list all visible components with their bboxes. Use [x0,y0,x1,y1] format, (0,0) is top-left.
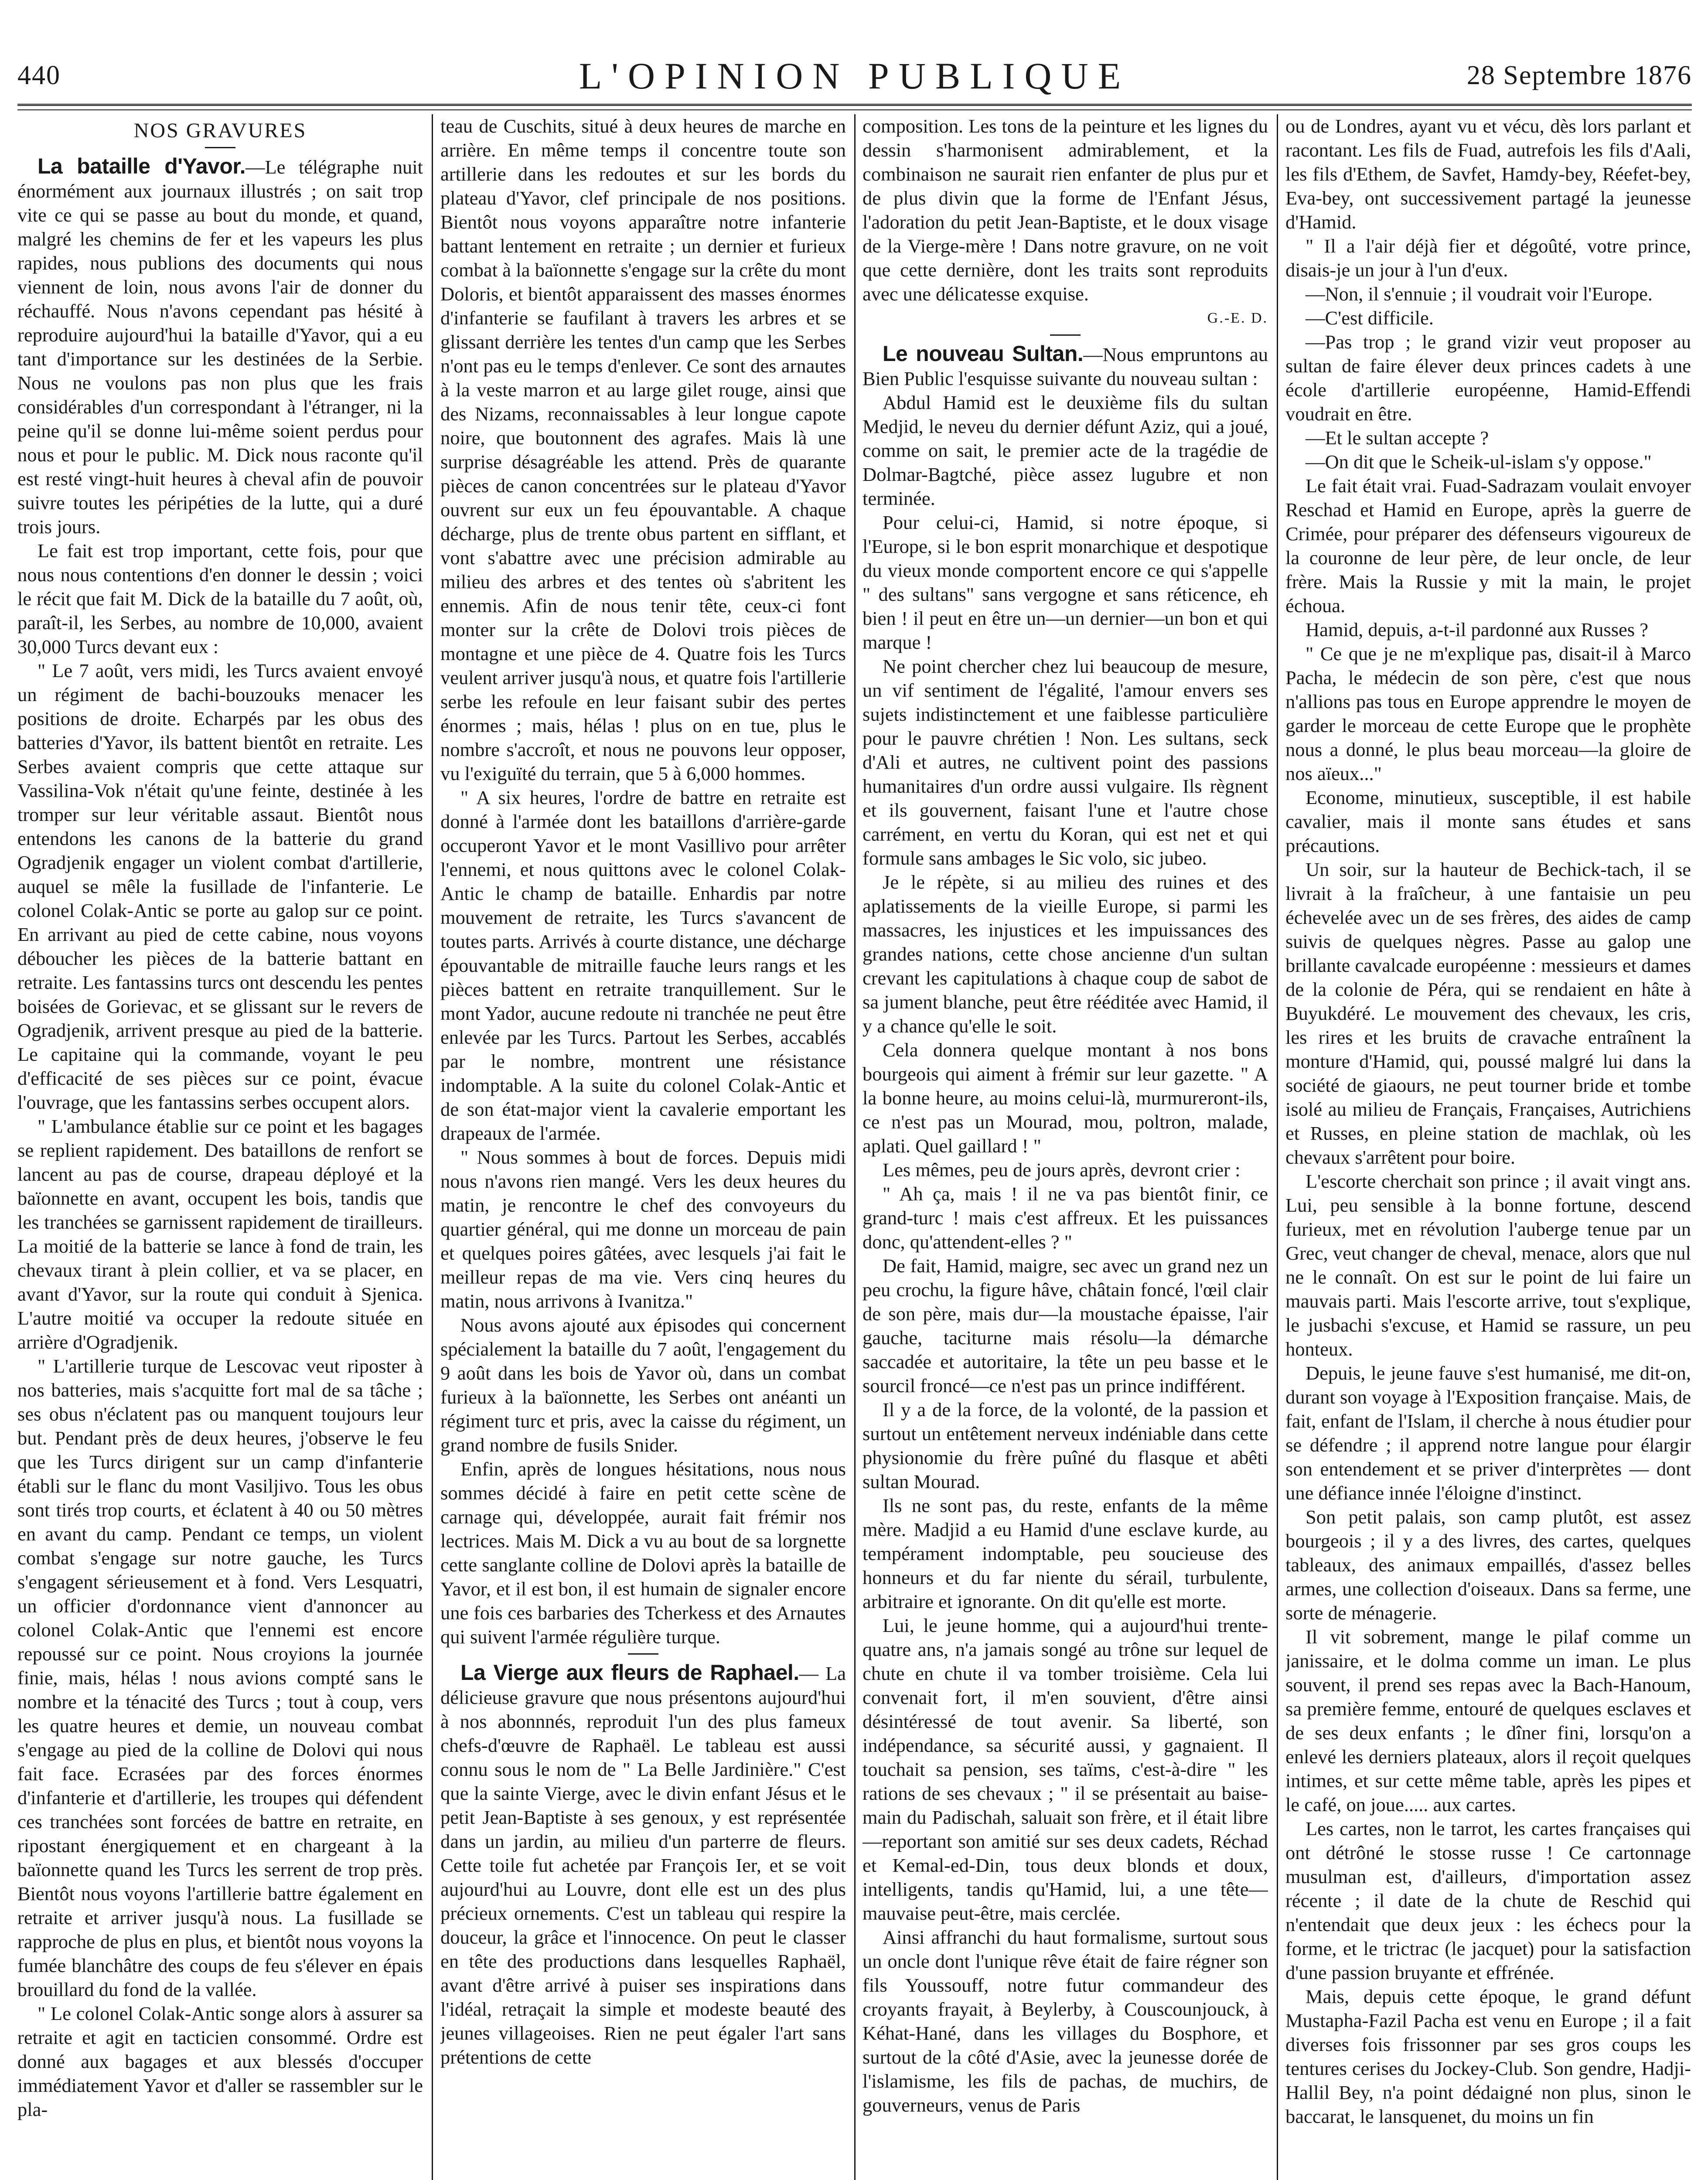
paragraph-text: — La délicieuse gravure que nous présentons aujourd'hui à nos abonnnés, reproduit l'un des plus fameux chefs-d'œuvre de Raphaël. Le tableau est aussi connu sous le nom de " La Belle Jardinière." C'est que la sainte Vierge, avec le divin enfant Jésus et le petit Jean-Baptiste à ses genoux, y est représentée dans un jardin, au milieu d'un parterre de fleurs. Cette toile fut achetée par François Ier, et se voit aujourd'hui au Louvre, dont elle est un des plus précieux ornements. C'est un tableau qui respire la douceur, la grâce et l'innocence. On peut le classer en tête des productions dans lesquelles Raphaël, avant d'être arrivé à puiser ses inspirations dans l'idéal, retraçait la simple et modeste beauté des jeunes villageoises. Rien ne peut égaler l'art sans prétentions de cette [440,1662,846,2068]
section-heading: NOS GRAVURES [133,119,307,142]
issue-date: 28 Septembre 1876 [1466,61,1692,90]
article-paragraph: Ainsi affranchi du haut formalisme, surtout sous un oncle dont l'unique rêve était de faire régner son fils Youssouff, notre futur commandeur des croyants frayait, à Beylerby, à Couscounjouck, à Kéhat-Hané, dans les villages du Bosphore, et surtout de la côté d'Asie, avec la jeunesse dorée de l'islamisme, les fils de pachas, de muchirs, de gouverneurs, venus de Paris [863,1926,1268,2116]
article-title-vierge: La Vierge aux fleurs de Raphael. [460,1660,799,1685]
paragraph-text: —Nous empruntons au Bien Public l'esquisse suivante du nouveau sultan : [863,344,1268,389]
article-divider [628,1653,658,1655]
article-paragraph: —C'est difficile. [1306,307,1434,329]
article-paragraph: Mais, depuis cette époque, le grand défunt Mustapha-Fazil Pacha est venu en Europe ; il a fait diverses fois frissonner par ses gros coups les tentures cerises du Jockey-Club. Son gendre, Hadji-Hallil Bey, n'a point dédaigné non plus, sinon le baccarat, le lansquenet, du moins un fin [1285,1986,1691,2127]
article-paragraph: composition. Les tons de la peinture et les lignes du dessin s'harmonisent admirablement, et la combinaison ne saurait rien enfanter de plus pur et de plus divin que la forme de l'Enfant Jésus, l'adoration du petit Jean-Baptiste, et le doux visage de la Vierge-mère ! Dans notre gravure, on ne voit que cette dernière, dont les traits sont reproduits avec une délicatesse exquise. [863,115,1268,305]
journal-title: L'OPINION PUBLIQUE [579,55,1131,97]
text-column-4 [1285,114,1691,2180]
article-paragraph: " A six heures, l'ordre de battre en retraite est donné à l'armée dont les bataillons d'arrière-garde occuperont Yavor et le mont Vasillivo pour arrêter l'ennemi, et nous quittons avec le colonel Colak-Antic le champ de bataille. Enhardis par notre mouvement de retraite, les Turcs s'avancent de toutes parts. Arrivés à courte distance, une décharge épouvantable de mitraille fauche leurs rangs et les pièces battent en retraite tranquillement. Sur le mont Yador, aucune redoute ni tranchée ne peut être enlevée par les Turcs. Partout les Serbes, accablés par le nombre, montrent une résistance indomptable. A la suite du colonel Colak-Antic et de son état-major vient la cavalerie emportant les drapeaux de l'armée. [440,787,846,1144]
article-paragraph: —Non, il s'ennuie ; il voudrait voir l'Europe. [1306,283,1653,305]
section-divider [205,147,235,148]
article-paragraph [863,342,1268,391]
article-paragraph: Son petit palais, son camp plutôt, est assez bourgeois ; il y a des livres, des cartes, quelques tableaux, des animaux empaillés, d'assez belles armes, une collection d'oiseaux. Dans sa ferme, une sorte de ménagerie. [1285,1506,1691,1624]
article-paragraph: " Le colonel Colak-Antic songe alors à assurer sa retraite et agit en tacticien consommé. Ordre est donné aux bagages et aux blessés d'occuper immédiatement Yavor et d'aller se rassembler sur le pla- [17,2003,423,2120]
text-column-1 [17,114,423,2180]
article-paragraph: Depuis, le jeune fauve s'est humanisé, me dit-on, durant son voyage à l'Exposition française. Mais, de fait, enfant de l'Islam, il cherche à nous étudier pour se défendre ; il apprend notre langue pour élargir son entendement et se priver d'interprètes — dont une défiance innée l'éloigne d'instinct. [1285,1362,1691,1504]
article-paragraph: " Ce que je ne m'explique pas, disait-il à Marco Pacha, le médecin de son père, c'est que nous n'allions pas tous en Europe apprendre le moyen de garder le morceau de cette Europe que le prophète nous a donné, le plus beau morceau—la gloire de nos aïeux..." [1285,643,1691,784]
article-paragraph: Les mêmes, peu de jours après, devront crier : [883,1159,1241,1181]
article-paragraph: ou de Londres, ayant vu et vécu, dès lors parlant et racontant. Les fils de Fuad, autrefois les fils d'Aali, les fils d'Ethem, de Savfet, Hamdy-bey, Réefet-bey, Eva-bey, ont successivement partagé la jeunesse d'Hamid. [1285,115,1691,233]
article-paragraph: Lui, le jeune homme, qui a aujourd'hui trente-quatre ans, n'a jamais songé au trône sur lequel de chute en chute il va tomber troisième. Cela lui convenait fort, il m'en souvient, d'être ainsi désintéressé de tout avenir. Sa liberté, son indépendance, sa sécurité aussi, y gagnaient. Il touchait sa pension, ses taïms, c'est-à-dire " les rations de ses chevaux ; " il se présentait au baise-main du Padischah, saluait son frère, et il était libre—reportant son amitié sur ses deux cadets, Réchad et Kemal-ed-Din, tous deux blonds et doux, intelligents, tandis qu'Hamid, lui, a une tête—mauvaise peut-être, mais cerclée. [863,1615,1268,1924]
masthead-rule [17,104,1692,110]
article-title-sultan: Le nouveau Sultan. [883,341,1084,366]
article-divider [1050,334,1081,336]
page-number: 440 [17,61,61,90]
article-paragraph: Econome, minutieux, susceptible, il est habile cavalier, mais il monte sans études et sans précautions. [1285,787,1691,856]
article-paragraph: " Ah ça, mais ! il ne va pas bientôt finir, ce grand-turc ! mais c'est affreux. Et les puissances donc, qu'attendent-elles ? " [863,1183,1268,1253]
article-paragraph [440,1661,846,2069]
masthead [17,52,1692,105]
article-paragraph: L'escorte cherchait son prince ; il avait vingt ans. Lui, peu sensible à la bonne fortune, descend furieux, met en révolution l'auberge tenue par un Grec, veut changer de cheval, menace, alors que nul ne le connaît. On est sur le point de lui faire un mauvais parti. Mais l'escorte arrive, tout s'explique, le jusbachi s'excuse, et Hamid se rassure, un peu honteux. [1285,1170,1691,1360]
article-paragraph: teau de Cuschits, situé à deux heures de marche en arrière. En même temps il concentre toute son artillerie dans les redoutes et sur les bords du plateau d'Yavor, clef principale de nos positions. Bientôt nous voyons apparaître notre infanterie battant lentement en retraite ; un dernier et furieux combat à la baïonnette s'engage sur la crête du mont Doloris, et bientôt apparaissent des masses énormes d'infanterie se faufilant à travers les arbres et se glissant derrière les tentes d'un camp que les Serbes n'ont pas eu le temps d'enlever. Ce sont des arnautes à la veste marron et au large gilet rouge, ainsi que des Nizams, reconnaissables à leur longue capote noire, que boutonnent des agrafes. Mais là une surprise désagréable les attend. Près de quarante pièces de canon concentrées sur le plateau d'Yavor ouvrent sur eux un feu épouvantable. A chaque décharge, plus de trente obus partent en sifflant, et vont s'abattre avec une précision admirable au milieu des arbres et des tentes où s'abritent les ennemis. Afin de nous tenir tête, ceux-ci font monter sur la crête de Dolovi trois pièces de montagne et une pièce de 4. Quatre fois les Turcs veulent arriver jusqu'à nous, et quatre fois l'artillerie serbe les refoule en leur faisant subir des pertes énormes ; mais, hélas ! plus on en tue, plus le nombre s'accroît, et nous ne pouvons leur opposer, vu l'exiguïté du terrain, que 5 à 6,000 hommes. [440,115,846,784]
article-paragraph: " Nous sommes à bout de forces. Depuis midi nous n'avons rien mangé. Vers les deux heures du matin, je rencontre le chef des convoyeurs du quartier général, qui me donne un morceau de pain et quelques poires gâtées, avec lesquels j'ai fait le meilleur repas de ma vie. Vers cinq heures du matin, nous arrivons à Ivanitza." [440,1146,846,1312]
author-signature: G.-E. D. [1207,310,1268,326]
article-paragraph: Le fait était vrai. Fuad-Sadrazam voulait envoyer Reschad et Hamid en Europe, après la guerre de Crimée, pour préparer des défenseurs vigoureux de la couronne de leur père, de leur oncle, de leur frère. Mais la Russie y mit la main, le projet échoua. [1285,475,1691,617]
article-paragraph: Cela donnera quelque montant à nos bons bourgeois qui aiment à frémir sur leur gazette. " A la bonne heure, au moins celui-là, murmureront-ils, ce n'est pas un Mourad, mou, poltron, malade, aplati. Quel gaillard ! " [863,1039,1268,1157]
article-paragraph: " L'ambulance établie sur ce point et les bagages se replient rapidement. Des bataillons de renfort se lancent au pas de course, drapeau déployé et la baïonnette en avant, occupent les bois, tandis que les tranchées se garnissent rapidement de tirailleurs. La moitié de la batterie se lance à fond de train, les chevaux tirant à plein collier, et va se placer, en avant d'Yavor, sur la route qui conduit à Sjenica. L'autre moitié va occuper la redoute située en arrière d'Ogradjenik. [17,1115,423,1353]
article-paragraph: Ils ne sont pas, du reste, enfants de la même mère. Madjid a eu Hamid d'une esclave kurde, au tempérament indomptable, peu soucieuse des honneurs et du far niente du sérail, turbulente, arbitraire et ignorante. On dit qu'elle est morte. [863,1495,1268,1612]
paragraph-text: —Le télégraphe nuit énormément aux journaux illustrés ; on sait trop vite ce qui se passe au bout du monde, et quand, malgré les chemins de fer et les vapeurs les plus rapides, nous publions des documents qui nous viennent de loin, nous avons l'air de donner du réchauffé. Nous n'avons cependant pas hésité à reproduire aujourd'hui la bataille d'Yavor, qui a eu tant d'importance sur les destinées de la Serbie. Nous ne voulons pas non plus que les frais considérables d'un correspondant à l'étranger, ni la peine qu'il se donne lui-même soient perdus pour nous et pour le public. M. Dick nous raconte qu'il est resté vingt-huit heures à cheval afin de pouvoir suivre toutes les péripéties de la lutte, qui a duré trois jours. [17,156,423,538]
article-paragraph: Il y a de la force, de la volonté, de la passion et surtout un entêtement nerveux indéniable dans cette physionomie du frère puîné du flasque et abêti sultan Mourad. [863,1399,1268,1492]
article-paragraph: De fait, Hamid, maigre, sec avec un grand nez un peu crochu, la figure hâve, châtain foncé, l'œil clair de son père, mais dur—la moustache épaisse, l'air gauche, taciturne mais résolu—la démarche saccadée et autoritaire, la tête un peu basse et le sourcil froncé—ce n'est pas un prince indifférent. [863,1255,1268,1397]
article-paragraph: " Le 7 août, vers midi, les Turcs avaient envoyé un régiment de bachi-bouzouks menacer les positions de droite. Echarpés par les obus des batteries d'Yavor, ils battent bientôt en retraite. Les Serbes avaient compris que cette attaque sur Vassilina-Vok n'était qu'une feinte, destinée à les tromper sur leur véritable assaut. Bientôt nous entendons les canons de la batterie du grand Ogradjenik engager un violent combat d'artillerie, auquel se mêle la fusillade de l'infanterie. Le colonel Colak-Antic se porte au galop sur ce point. En arrivant au pied de cette cabine, nous voyons déboucher les pièces de la batterie battant en retraite. Les fantassins turcs ont descendu les pentes boisées de Gorievac, et se glissant sur le revers de Ogradjenik, arrivent presque au pied de la batterie. Le capitaine qui la commande, voyant le peu d'efficacité de ses pièces sur ce point, évacue l'ouvrage, que les fantassins serbes occupent alors. [17,660,423,1113]
article-paragraph: —Pas trop ; le grand vizir veut proposer au sultan de faire élever deux princes cadets à une école d'artillerie européenne, Hamid-Effendi voudrait en être. [1285,331,1691,425]
article-paragraph: " Il a l'air déjà fier et dégoûté, votre prince, disais-je un jour à l'un d'eux. [1285,235,1691,281]
column-divider [854,114,856,2180]
article-paragraph: Nous avons ajouté aux épisodes qui concernent spécialement la bataille du 7 août, l'engagement du 9 août dans les bois de Yavor où, dans un combat furieux à la baïonnette, les Serbes ont anéanti un régiment turc et pris, avec la caisse du régiment, un grand nombre de fusils Snider. [440,1314,846,1456]
article-paragraph: Il vit sobrement, mange le pilaf comme un janissaire, et le dolma comme un iman. Le plus souvent, il prend ses repas avec la Bach-Hanoum, sa première femme, entouré de quelques esclaves et de ses deux enfants ; le dîner fini, lorsqu'on a enlevé les derniers plateaux, alors il reçoit quelques intimes, et sur cette même table, après les pipes et le café, on joue..... aux cartes. [1285,1626,1691,1816]
text-column-3 [863,114,1268,2180]
article-paragraph: Les cartes, non le tarrot, les cartes françaises qui ont détrôné le stosse russe ! Ce cartonnage musulman est, d'ailleurs, d'importation assez récente ; il date de la chute de Reschid qui n'entendait que deux jeux : les échecs pour la forme, et le trictrac (le jacquet) pour la satisfaction d'une passion bruyante et effrénée. [1285,1818,1691,1983]
article-paragraph: Le fait est trop important, cette fois, pour que nous nous contentions d'en donner le dessin ; voici le récit que fait M. Dick de la bataille du 7 août, où, paraît-il, les Serbes, au nombre de 10,000, avaient 30,000 Turcs devant eux : [17,540,423,657]
article-paragraph: " L'artillerie turque de Lescovac veut riposter à nos batteries, mais s'acquitte fort mal de sa tâche ; ses obus n'éclatent pas ou manquent toujours leur but. Pendant près de deux heures, j'observe le feu que les Turcs dirigent sur un camp d'infanterie établi sur le flanc du mont Vasiljivo. Tous les obus sont tirés trop courts, et éclatent à 40 ou 50 mètres en avant du camp. Pendant ce temps, un violent combat s'engage sur notre gauche, les Turcs s'engagent sérieusement et à fond. Vers Lesquatri, un officier d'ordonnance vient d'annoncer au colonel Colak-Antic que l'ennemi est encore repoussé sur ce point. Nous croyions la journée finie, mais, hélas ! nous avions compté sans le nombre et la ténacité des Turcs ; tout à coup, vers les quatre heures et demie, un nouveau combat s'engage au pied de la colline de Dolovi qui nous fait face. Ecrasées par des forces énormes d'infanterie et d'artillerie, les troupes qui défendent ces tranchées sont forcées de battre en retraite, en ripostant énergiquement et en chargeant à la baïonnette quand les Turcs les serrent de trop près. Bientôt nous voyons l'artillerie battre également en retraite et arriver jusqu'à nous. La fusillade se rapproche de plus en plus, et bientôt nous voyons la fumée blanchâtre des coups de feu s'élever en épais brouillard du fond de la vallée. [17,1355,423,2000]
article-paragraph: —Et le sultan accepte ? [1306,427,1489,449]
article-paragraph: Hamid, depuis, a-t-il pardonné aux Russes ? [1306,619,1648,640]
article-paragraph: Enfin, après de longues hésitations, nous nous sommes décidé à faire en petit cette scène de carnage qui, développée, aurait fait frémir nos lectrices. Mais M. Dick a vu au bout de sa lorgnette cette sanglante colline de Dolovi après la bataille de Yavor, et il est bon, il est humain de signaler encore une fois ces barbaries des Tcherkess et des Arnautes qui suivent l'armée régulière turque. [440,1458,846,1648]
article-paragraph: Abdul Hamid est le deuxième fils du sultan Medjid, le neveu du dernier défunt Aziz, qui a joué, comme on sait, le premier acte de la tragédie de Dolmar-Bagtché, pièce assez lugubre et non terminée. [863,392,1268,509]
article-paragraph: Pour celui-ci, Hamid, si notre époque, si l'Europe, si le bon esprit monarchique et despotique du vieux monde comportent encore ce qui s'appelle " des sultans" sans vergogne et sans réticence, eh bien ! il peut en être un—un dernier—un bon et qui marque ! [863,511,1268,653]
article-paragraph: —On dit que le Scheik-ul-islam s'y oppose." [1306,451,1652,473]
text-column-2 [440,114,846,2180]
article-paragraph: Un soir, sur la hauteur de Bechick-tach, il se livrait à la fraîcheur, à une fantaisie un peu échevelée avec un de ses frères, des aides de camp suivis de quelques nègres. Passe au galop une brillante cavalcade européenne : messieurs et dames de la colonie de Péra, qui se rendaient en hâte à Buyukdéré. Le mouvement des chevaux, les cris, les rires et les bruits de cravache entraînent la monture d'Hamid, qui, poussé malgré lui dans la société de giaours, ne peut tourner bride et tombe isolé au milieu de Français, Françaises, Autrichiens et Russes, en pleine station de machlak, où les chevaux s'arrêtent pour boire. [1285,858,1691,1168]
article-paragraph [17,154,423,539]
article-paragraph: Ne point chercher chez lui beaucoup de mesure, un vif sentiment de l'égalité, l'amour envers ses sujets indistinctement et une faiblesse particulière pour le pauvre chrétien ! Non. Les sultans, seck d'Ali et autres, ne cultivent point des passions humanitaires d'un ordre aussi vulgaire. Ils règnent et ils gouvernent, faisant l'une et l'autre chose carrément, en vertu du Koran, qui est net et qui formule sans ambages le Sic volo, sic jubeo. [863,655,1268,869]
article-paragraph: Je le répète, si au milieu des ruines et des aplatissements de la vieille Europe, si parmi les massacres, les injustices et les impuissances des grandes nations, cette chose ancienne d'un sultan crevant les capitulations à chaque coup de sabot de sa jument blanche, peut être rééditée avec Hamid, il y a chance qu'elle le soit. [863,871,1268,1037]
column-divider [432,114,433,2180]
article-title-yavor: La bataille d'Yavor. [38,154,245,178]
column-divider [1277,114,1278,2180]
